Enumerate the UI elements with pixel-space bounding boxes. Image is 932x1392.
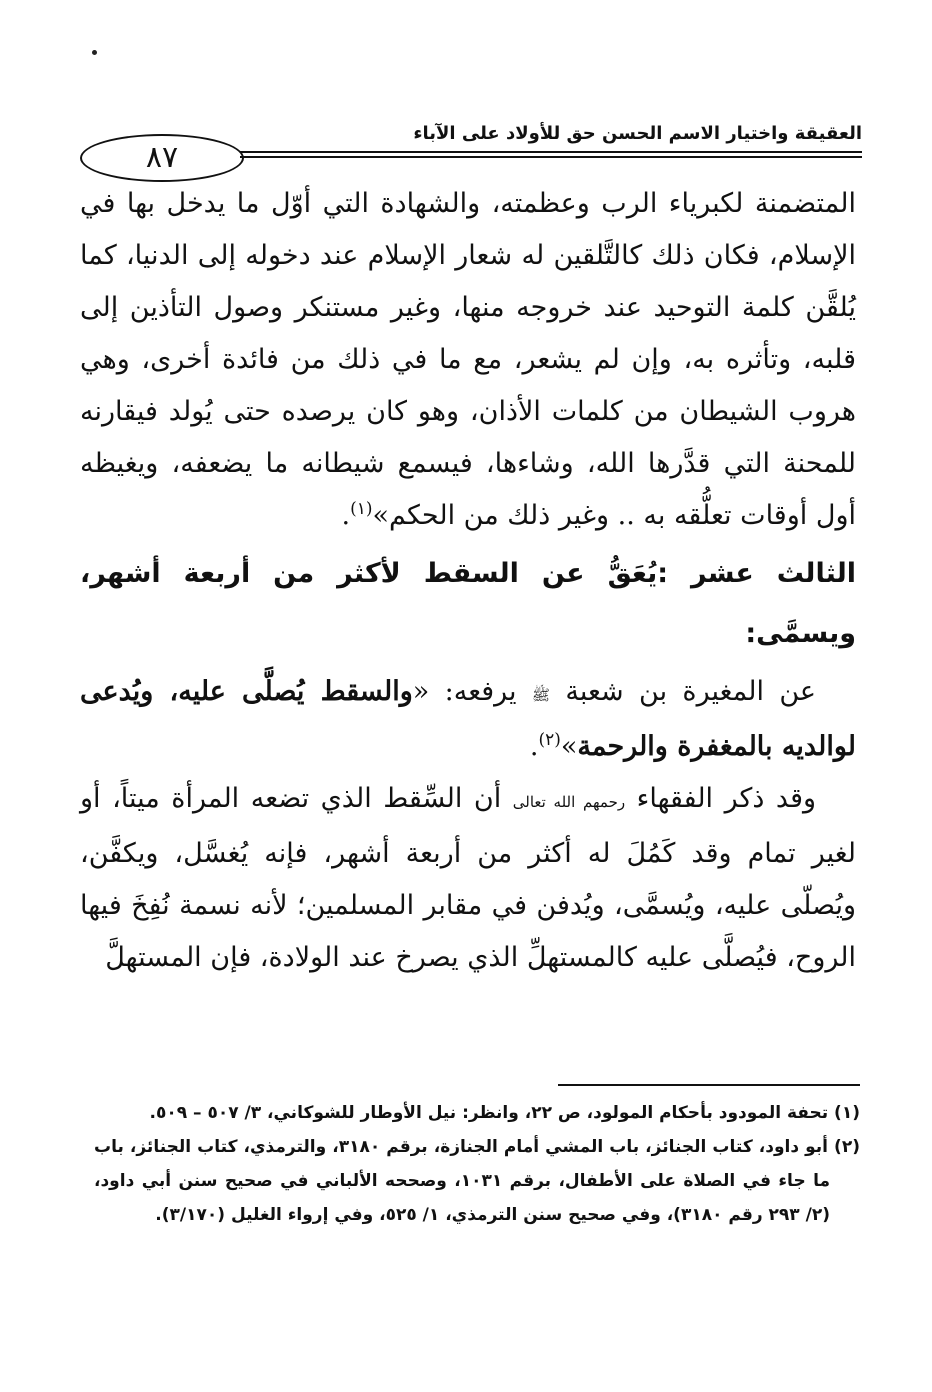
page-number: ٨٧ [80, 134, 244, 182]
hadith-quote: والسقط يُصلَّى عليه، ويُدعى لوالديه بالمغفرة والرحمة [80, 676, 856, 762]
footnote-1: (١) تحفة المودود بأحكام المولود، ص ٢٢، وانظر: نيل الأوطار للشوكاني، ٣/ ٥٠٧ – ٥٠٩. [149, 1103, 860, 1123]
main-text [80, 178, 856, 984]
header-rule [240, 156, 862, 158]
honorific: ﷺ [531, 686, 551, 704]
footnote-separator [558, 1084, 860, 1086]
paragraph-1 [80, 178, 856, 542]
header-rule [240, 151, 862, 153]
paragraph-text: وقد ذكر الفقهاء [636, 783, 817, 814]
paragraph-text: أن السِّقط الذي تضعه المرأة ميتاً، أو لغير تمام وقد كَمُلَ له أكثر من أربعة أشهر، فإنه يُغسَّل، ويكفَّن، ويُصلّى عليه، ويُسمَّى، ويُدفن في مقابر المسلمين؛ لأنه نسمة نُفِخَ فيها الروح، فيُصلَّى عليه كالمستهلِّ الذي يصرخ عند الولادة، فإن المستهلَّ [80, 783, 856, 973]
footnote-2: (٢) أبو داود، كتاب الجنائز، باب المشي أمام الجنازة، برقم ٣١٨٠، والترمذي، كتاب الجنائز، باب ما جاء في الصلاة على الأطفال، برقم ١٠٣١، وصححه الألباني في صحيح سنن أبي داود، (٢/ ٢٩٣ رقم ٣١٨٠)، وفي صحيح سنن الترمذي، ١/ ٥٢٥، وفي إرواء الغليل (٣/١٧٠). [94, 1137, 860, 1225]
paragraph-2 [80, 666, 856, 773]
paragraph-3 [80, 773, 856, 984]
paragraph-text: يرفعه: « [412, 676, 517, 707]
footnote-ref: (١) [350, 499, 373, 519]
paragraph-end: . [341, 500, 351, 531]
page-header [72, 120, 862, 180]
running-title: العقيقة واختيار الاسم الحسن حق للأولاد على الآباء [413, 123, 862, 144]
page-dot [92, 50, 97, 55]
narrator-text: عن المغيرة بن شعبة [565, 676, 816, 707]
honorific: رحمهم الله تعالى [512, 793, 626, 811]
section-heading: الثالث عشر :يُعَقُّ عن السقط لأكثر من أربعة أشهر، ويسمَّى: [80, 558, 856, 649]
quote-close: » [560, 731, 578, 762]
footnotes [94, 1096, 860, 1232]
footnote-ref: (٢) [538, 730, 561, 750]
paragraph-text: المتضمنة لكبرياء الرب وعظمته، والشهادة التي أوّل ما يدخل بها في الإسلام، فكان ذلك كالتَّلقين له شعار الإسلام عند دخوله إلى الدنيا، كما يُلقَّن كلمة التوحيد عند خروجه منها، وغير مستنكر وصول التأذين إلى قلبه، وتأثره به، وإن لم يشعر، مع ما في ذلك من فائدة أخرى، وهي هروب الشيطان من كلمات الأذان، وهو كان يرصده حتى يُولد فيقارنه للمحنة التي قدَّرها الله، وشاءها، فيسمع شيطانه ما يضعفه، ويغيظه أول أوقات تعلُّقه به .. وغير ذلك من الحكم» [80, 188, 856, 531]
paragraph-end: . [529, 731, 539, 762]
